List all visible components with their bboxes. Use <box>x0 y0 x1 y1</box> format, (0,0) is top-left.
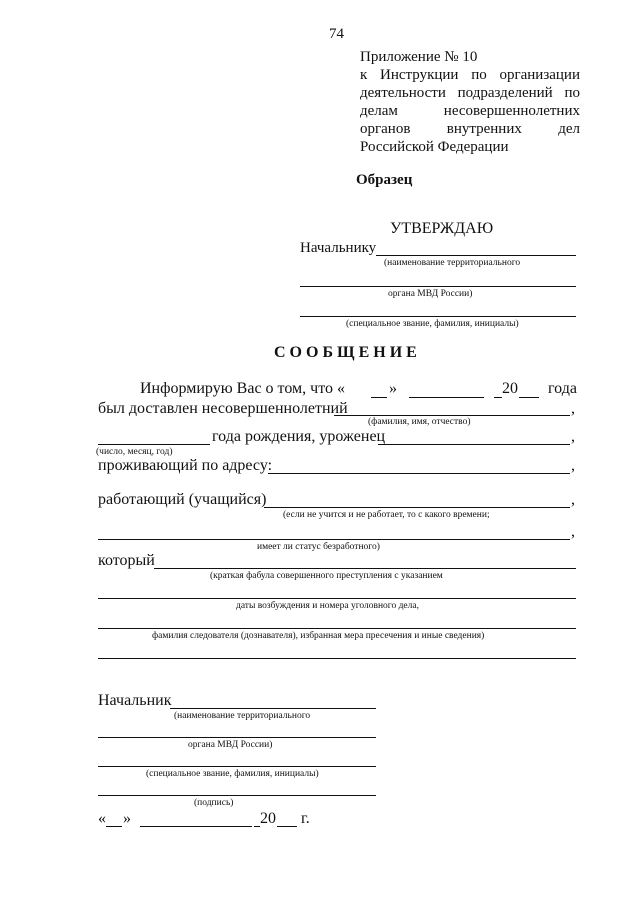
caption-crime: (краткая фабула совершенного преступления с указанием <box>210 571 443 581</box>
signature-sign-line[interactable] <box>98 795 376 796</box>
month-field[interactable] <box>409 397 484 398</box>
appendix-title: Приложение № 10 <box>360 49 478 65</box>
caption-date: (число, месяц, год) <box>96 447 173 457</box>
crime-field-3[interactable] <box>98 628 576 629</box>
caption-investigator: фамилия следователя (дознавателя), избранная мера пресечения и иные сведения) <box>152 631 485 641</box>
signature-caption-organ: (наименование территориального <box>174 711 311 721</box>
date-year-suffix: г. <box>301 810 310 827</box>
caption-case: даты возбуждения и номера уголовного дела, <box>236 601 419 611</box>
approve-title: УТВЕРЖДАЮ <box>390 220 494 237</box>
signature-caption-rank: (специальное звание, фамилия, инициалы) <box>146 769 319 779</box>
appendix-line: Российской Федерации <box>360 139 509 155</box>
approve-organ-line[interactable] <box>300 286 576 287</box>
minor-name-field[interactable] <box>334 415 570 416</box>
signature-rank-line[interactable] <box>98 766 376 767</box>
signature-chief-label: Начальник <box>98 692 172 709</box>
comma: , <box>571 491 575 508</box>
address-field[interactable] <box>268 473 570 474</box>
date-day-field[interactable] <box>106 826 122 827</box>
which-text: который <box>98 552 155 569</box>
work-field[interactable] <box>264 507 570 508</box>
birthplace-field[interactable] <box>378 444 570 445</box>
approve-caption-rank: (специальное звание, фамилия, инициалы) <box>346 319 519 329</box>
crime-field-4[interactable] <box>98 658 576 659</box>
working-text: работающий (учащийся) <box>98 491 267 508</box>
approve-rank-line[interactable] <box>300 316 576 317</box>
date-year-prefix: 20 <box>260 810 276 827</box>
comma: , <box>571 428 575 445</box>
birth-date-field[interactable] <box>98 444 210 445</box>
appendix-line: органов внутренних дел <box>360 121 580 137</box>
signature-caption-sign: (подпись) <box>194 798 234 808</box>
caption-fio: (фамилия, имя, отчество) <box>368 417 471 427</box>
signature-caption-mvd: органа МВД России) <box>188 740 273 750</box>
year-word: года <box>548 380 577 397</box>
sample-label: Образец <box>356 172 413 188</box>
appendix-line: деятельности подразделений по <box>360 85 580 101</box>
approve-caption-organ: (наименование территориального <box>384 258 521 268</box>
residing-text: проживающий по адресу: <box>98 457 273 474</box>
appendix-line: к Инструкции по организации <box>360 67 580 83</box>
appendix-line: делам несовершеннолетних <box>360 103 580 119</box>
comma: , <box>571 523 575 540</box>
approve-caption-mvd: органа МВД России) <box>388 289 473 299</box>
document-title: СООБЩЕНИЕ <box>274 344 421 361</box>
caption-unemployed: имеет ли статус безработного) <box>257 542 380 552</box>
signature-chief-line[interactable] <box>170 708 376 709</box>
page-number: 74 <box>329 26 344 42</box>
signature-organ-line[interactable] <box>98 737 376 738</box>
comma: , <box>571 400 575 417</box>
date-quote-open: « <box>98 810 106 827</box>
date-quote-close: » <box>123 810 131 827</box>
inform-text: Информирую Вас о том, что « <box>140 380 345 397</box>
approve-chief-line[interactable] <box>376 255 576 256</box>
day-field[interactable] <box>371 397 387 398</box>
date-year-field[interactable] <box>277 826 297 827</box>
year-field[interactable] <box>519 397 539 398</box>
work-field-2[interactable] <box>98 539 570 540</box>
crime-field-2[interactable] <box>98 598 576 599</box>
date-month-field[interactable] <box>140 826 252 827</box>
crime-field[interactable] <box>154 568 576 569</box>
year-prefix-line <box>494 397 502 398</box>
quote-close: » <box>389 380 397 397</box>
birth-text: года рождения, уроженец <box>212 428 386 445</box>
caption-work: (если не учится и не работает, то с какого времени; <box>283 510 490 520</box>
comma: , <box>571 457 575 474</box>
year-prefix: 20 <box>502 380 518 397</box>
approve-chief-label: Начальнику <box>300 240 377 256</box>
appendix-block <box>360 48 580 156</box>
delivered-text: был доставлен несовершеннолетний <box>98 400 348 417</box>
